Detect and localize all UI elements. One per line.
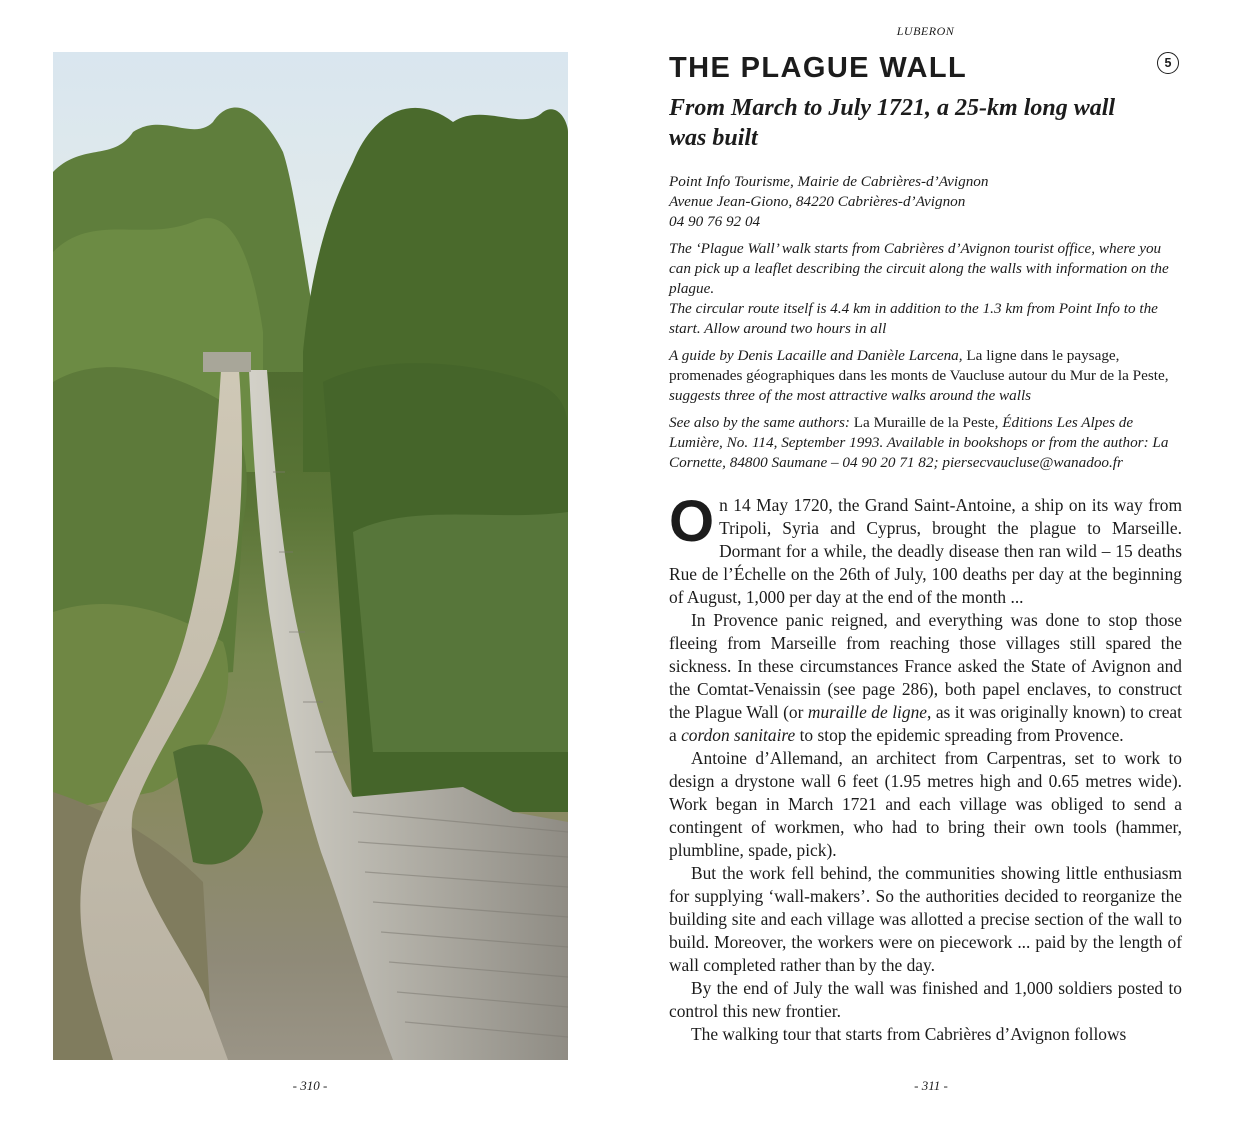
see-also-lead: See also by the same authors: <box>669 414 854 431</box>
article-body <box>669 489 1182 1046</box>
guide-book-title: La ligne dans le paysage, promenades géographiques dans les monts de Vaucluse autour du Mur de la Peste <box>669 347 1165 384</box>
page-subtitle: From March to July 1721, a 25-km long wall was built <box>669 95 1116 151</box>
page-number-right: - 311 - <box>914 1078 948 1093</box>
body-paragraph-3: Antoine d’Allemand, an architect from Carpentras, set to work to design a drystone wall 6 feet (1.95 metres high and 0.65 metres wide). Work began in March 1721 and each village was obliged to send a contingent of workmen, who had to bring their own tools (hammer, plumbline, spade, pick). <box>669 748 1182 860</box>
body-paragraph-6: The walking tour that starts from Cabrières d’Avignon follows <box>691 1024 1127 1044</box>
guide-reference <box>669 346 1182 406</box>
entry-number-badge: 5 <box>1157 52 1179 74</box>
body-p2-emphasis-2: cordon sanitaire <box>681 725 796 745</box>
practical-info <box>669 172 1182 480</box>
address-line-1: Point Info Tourisme, Mairie de Cabrières-d’Avignon <box>669 173 989 190</box>
walk-info <box>669 239 1182 339</box>
drop-cap: O <box>669 489 715 554</box>
see-also-reference <box>669 413 1182 473</box>
body-paragraph-2 <box>669 609 1182 747</box>
walk-info-p2: The circular route itself is 4.4 km in addition to the 1.3 km from Point Info to the start. Allow around two hours in all <box>669 300 1158 337</box>
plague-wall-photo <box>53 52 568 1060</box>
running-head: LUBERON <box>896 24 955 38</box>
phone-number: 04 90 76 92 04 <box>669 213 761 230</box>
address-line-2: Avenue Jean-Giono, 84220 Cabrières-d’Avignon <box>669 193 966 210</box>
see-also-book-title: La Muraille de la Peste <box>853 414 995 431</box>
page-title: THE PLAGUE WALL <box>669 52 968 84</box>
address-block <box>669 172 1182 232</box>
body-p2-text-b: , as it was originally known) to creat a <box>669 702 1182 745</box>
body-p2-emphasis-1: muraille de ligne <box>807 702 927 722</box>
body-paragraph-5: By the end of July the wall was finished and 1,000 soldiers posted to control this new frontier. <box>669 978 1182 1021</box>
guide-tail: , suggests three of the most attractive walks around the walls <box>669 367 1169 404</box>
body-p2-text-c: to stop the epidemic spreading from Provence. <box>795 725 1124 745</box>
walk-info-p1: The ‘Plague Wall’ walk starts from Cabrières d’Avignon tourist office, where you can pick up a leaflet describing the circuit along the walls with information on the plague. <box>669 240 1169 297</box>
guide-lead: A guide by Denis Lacaille and Danièle Larcena, <box>669 347 967 364</box>
see-also-tail: , Éditions Les Alpes de Lumière, No. 114, September 1993. Available in bookshops or from the author: La Cornette, 84800 Saumane – 04 90 20 71 82; piersecvaucluse@wanadoo.fr <box>669 414 1169 471</box>
body-paragraph-4: But the work fell behind, the communities showing little enthusiasm for supplying ‘wall-makers’. So the authorities decided to reorganize the building site and each village was allotted a precise section of the wall to build. Moreover, the workers were on piecework ... paid by the length of wall completed rather than by the day. <box>669 863 1182 975</box>
photo-image <box>53 52 568 1060</box>
page-number-left: - 310 - <box>292 1078 328 1093</box>
body-paragraph-1 <box>669 489 1182 609</box>
body-p1-text: n 14 May 1720, the Grand Saint-Antoine, a ship on its way from Tripoli, Syria and Cyprus, brought the plague to Marseille. Dormant for a while, the deadly disease then ran wild – 15 deaths Rue de l’Échelle on the 26th of July, 100 deaths per day at the beginning of August, 1,000 per day at the end of the month ... <box>669 495 1182 607</box>
body-p2-text-a: In Provence panic reigned, and everything was done to stop those fleeing from Marseille from reaching those villages still spared the sickness. In these circumstances France asked the State of Avignon and the Comtat-Venaissin (see page 286), both papel enclaves, to construct the Plague Wall (or <box>669 610 1182 722</box>
